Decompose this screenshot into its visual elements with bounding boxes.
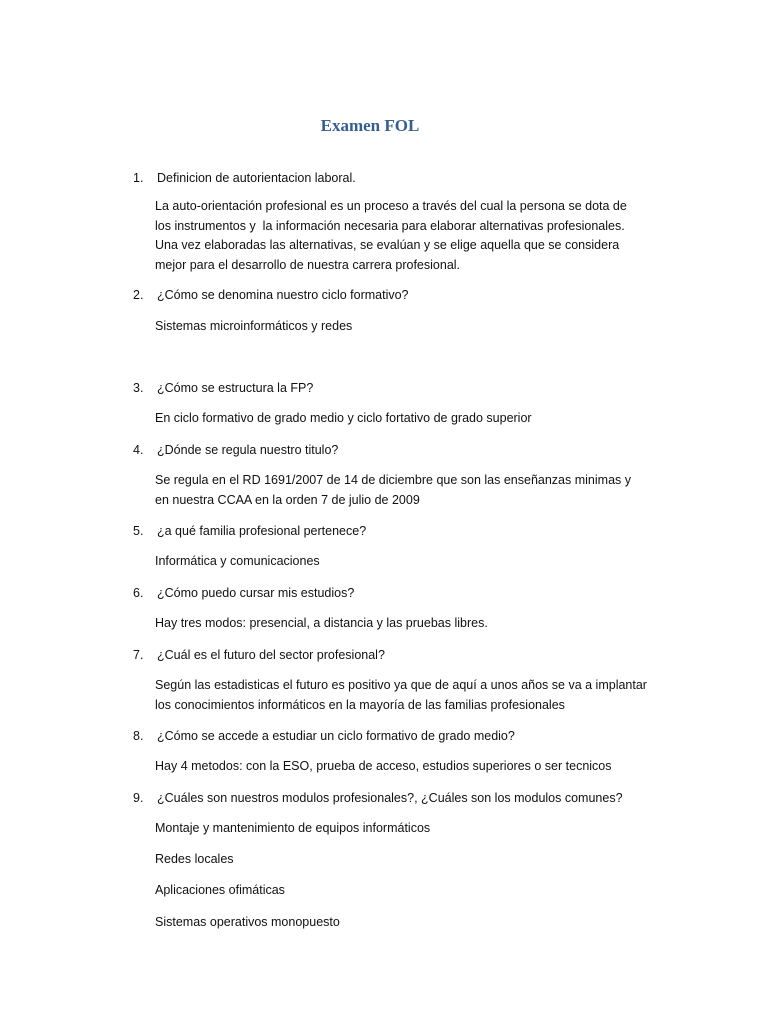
question-text: ¿Cómo se accede a estudiar un ciclo formativo de grado medio? — [157, 729, 515, 743]
question-number: 2. — [133, 288, 144, 302]
answer-text: Sistemas microinformáticos y redes — [155, 319, 353, 333]
answer-text: Sistemas operativos monopuesto — [155, 915, 340, 929]
answer-text: En ciclo formativo de grado medio y ciclo fortativo de grado superior — [155, 411, 532, 425]
answer-text: Según las estadisticas el futuro es positivo ya que de aquí a unos años se va a implantar los conocimientos informáticos en la mayoría de las familias profesionales — [155, 678, 647, 712]
question-text: ¿Cuál es el futuro del sector profesional? — [157, 648, 385, 662]
answer-text: Hay 4 metodos: con la ESO, prueba de acceso, estudios superiores o ser tecnicos — [155, 759, 612, 773]
question-number: 5. — [133, 524, 144, 538]
answer-text: Hay tres modos: presencial, a distancia y las pruebas libres. — [155, 616, 488, 630]
question-text: ¿Cómo se denomina nuestro ciclo formativo? — [157, 288, 409, 302]
answer-text: Aplicaciones ofimáticas — [155, 883, 285, 897]
question-number: 7. — [133, 648, 144, 662]
question-number: 8. — [133, 729, 144, 743]
question-text: ¿Cómo se estructura la FP? — [157, 381, 314, 395]
answer-text: Se regula en el RD 1691/2007 de 14 de diciembre que son las enseñanzas minimas y en nuestra CCAA en la orden 7 de julio de 2009 — [155, 473, 631, 507]
question-text: ¿Cuáles son nuestros modulos profesionales?, ¿Cuáles son los modulos comunes? — [157, 791, 623, 805]
question-number: 6. — [133, 586, 144, 600]
question-text: ¿a qué familia profesional pertenece? — [157, 524, 367, 538]
question-text: Definicion de autorientacion laboral. — [157, 171, 356, 185]
question-text: ¿Cómo puedo cursar mis estudios? — [157, 586, 355, 600]
question-number: 4. — [133, 443, 144, 457]
question-text: ¿Dónde se regula nuestro titulo? — [157, 443, 339, 457]
question-number: 9. — [133, 791, 144, 805]
question-number: 3. — [133, 381, 144, 395]
document-title: Examen FOL — [320, 116, 420, 135]
answer-text: Redes locales — [155, 852, 234, 866]
answer-text: La auto-orientación profesional es un proceso a través del cual la persona se dota de los instrumentos y la información necesaria para elaborar alternativas profesionales. Una vez elaboradas las alternativas, se evalúan y se elige aquella que se considera mejor para el desarrollo de nuestra carrera profesional. — [155, 199, 627, 272]
answer-text: Montaje y mantenimiento de equipos informáticos — [155, 821, 431, 835]
question-number: 1. — [133, 171, 144, 185]
answer-text: Informática y comunicaciones — [155, 554, 320, 568]
